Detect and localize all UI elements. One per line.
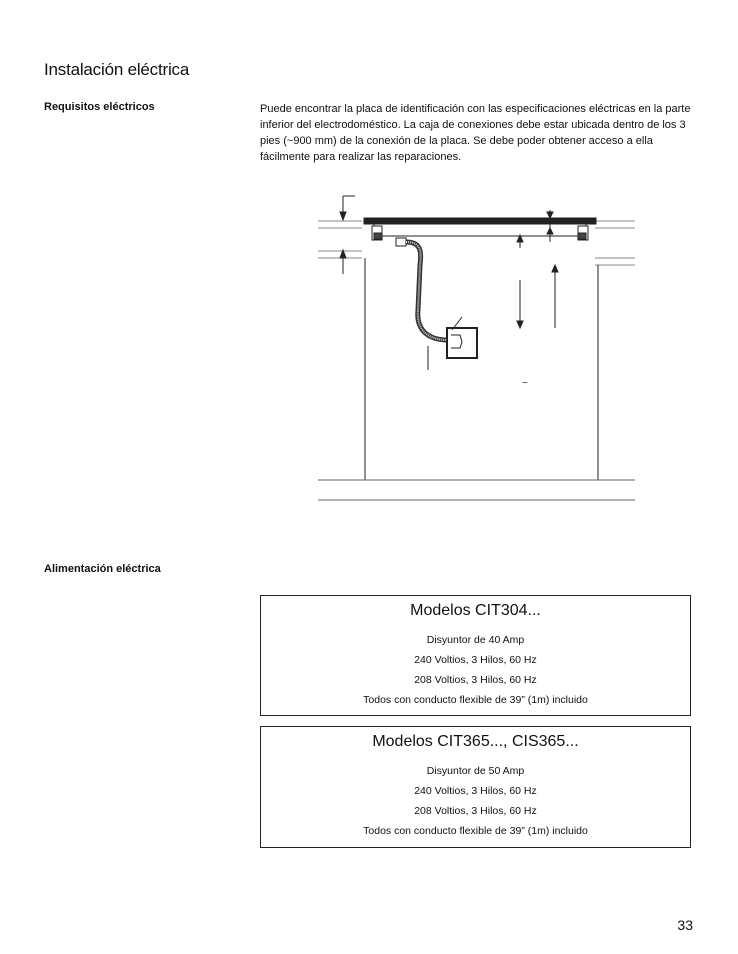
box-line: 208 Voltios, 3 Hilos, 60 Hz <box>414 805 537 817</box>
box-line: Disyuntor de 40 Amp <box>426 634 525 646</box>
requisitos-paragraph: Puede encontrar la placa de identificación con las especificaciones eléctricas en la parte inferior del electrodoméstico. La caja de conexiones debe estar ubicada dentro de los 3 pies (~900 mm) de la conexión de la placa. Se debe poder obtener acceso a ella fácilmente para realizar las reparaciones. <box>260 103 691 163</box>
section-title: Instalación eléctrica <box>44 60 190 79</box>
alimentacion-heading: Alimentación eléctrica <box>44 563 161 575</box>
page-number: 33 <box>677 917 693 933</box>
models-box-cit365 <box>260 726 691 848</box>
box-line: Disyuntor de 50 Amp <box>426 765 525 777</box>
box-title: Modelos CIT304... <box>410 602 541 619</box>
diagram-tilde: ~ <box>522 378 528 389</box>
models-box-cit304 <box>260 595 691 716</box>
installation-diagram <box>310 190 640 510</box>
box-line: 208 Voltios, 3 Hilos, 60 Hz <box>414 674 537 686</box>
box-title: Modelos CIT365..., CIS365... <box>372 733 579 750</box>
requisitos-heading: Requisitos eléctricos <box>44 101 155 113</box>
box-line: 240 Voltios, 3 Hilos, 60 Hz <box>414 654 537 666</box>
box-line: Todos con conducto flexible de 39” (1m) incluido <box>363 694 588 706</box>
box-line: 240 Voltios, 3 Hilos, 60 Hz <box>414 785 537 797</box>
box-line: Todos con conducto flexible de 39” (1m) incluido <box>363 825 588 837</box>
